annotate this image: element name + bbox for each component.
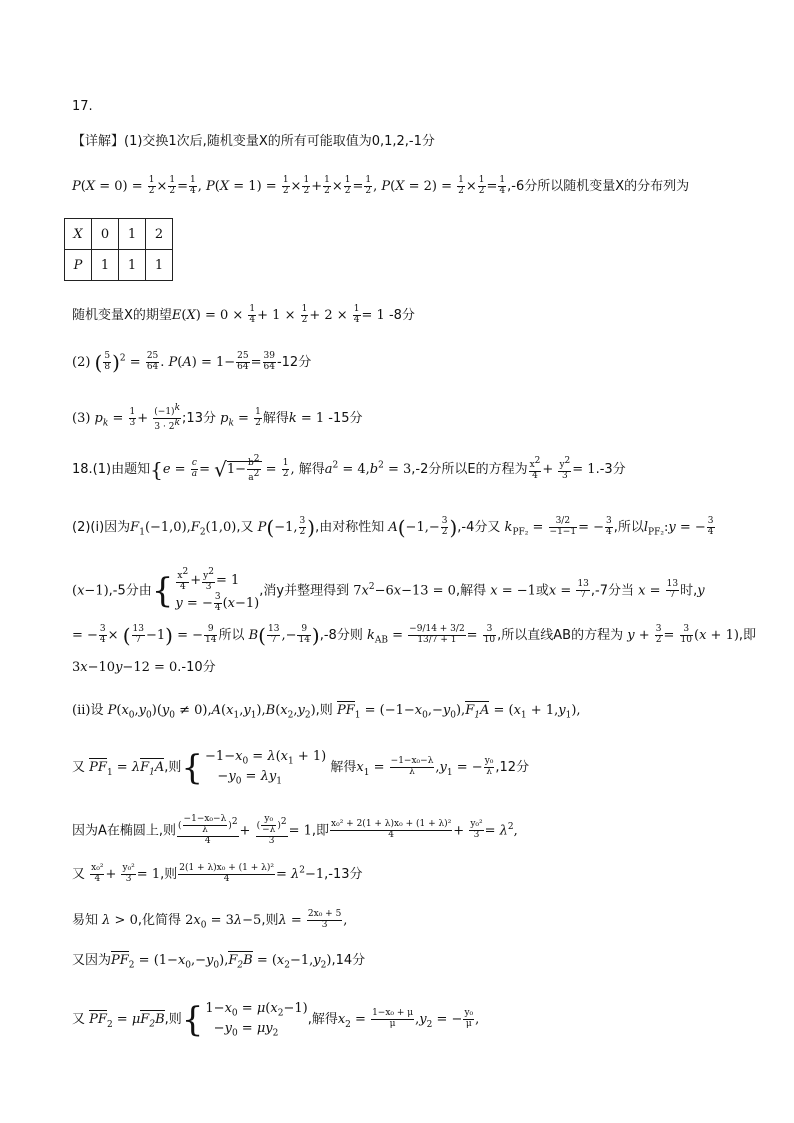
table-cell: 1 (119, 250, 146, 281)
solution-line-2: P(X = 0) = $\frac{1}{2}$ × $\frac{1}{2}$ = $\frac{1}{4}$ , P(X = 1) = $\frac{1}{2}$ × $\frac{1}{2}$ + $\frac{1}{2}$ × $\frac{1}{2}$ = $\frac{1}{2}$ , P(X = 2) = $\frac{1}{2}$ × $\frac{1}{2}$ = $\frac{1}{4}$ ,-6分所以随机变量X的分布列为 (72, 175, 690, 196)
table-cell: 1 (119, 219, 146, 250)
solution-line-14: 又 $\frac{\text{x₀²}}{4}$ + $\frac{\text{y₀²}}{3}$ = 1,则 $\frac{\text{2(1 + λ)x₀ + (1 + λ)²}}{4}$ = $\lambda^2-1,-13$分 (72, 863, 363, 884)
table-cell: 0 (92, 219, 119, 250)
solution-line-1: 【详解】(1)交换1次后,随机变量X的所有可能取值为0,1,2,-1分 (72, 134, 435, 149)
problem-17-heading: 17. (72, 99, 93, 114)
solution-line-12: 又 $PF_1 = \lambda F_1A$,则{ $-1-x_0 = \lambda(x_1 + 1)$ $-y_0 = \lambda y_1$ 解得$x_1$ = $\frac{\text{−1−x₀−λ}}{\lambda}$ $,y_1$ = − $\frac{\text{y₀}}{\lambda}$ ,12分 (72, 747, 530, 788)
solution-line-4: (2) ( $\frac{5}{8}$ )$^2$ = $\frac{25}{64}$ . P(A) = 1− $\frac{25}{64}$ = $\frac{39}{64}$ -12分 (72, 350, 312, 375)
solution-line-5: (3) $p_k$ = $\frac{1}{3}$ + $\frac{(-1)^k}{3 \cdot 2^k}$ ;13分 $p_k$ = $\frac{1}{2}$ 解得k = 1 -15分 (72, 403, 363, 432)
solution-line-7: (2)(i)因为$F_1(-1,0),F_2(1,0)$,又 P(−1, $\frac{3}{2}$ ),由对称性知 A(−1,− $\frac{3}{2}$ ),-4分又 $k_{PF_2}$ = $\frac{3/2}{-1-1}$ = − $\frac{3}{4}$ ,所以$l_{PF_2}:y$ = − $\frac{3}{4}$ (72, 515, 714, 540)
distribution-table (64, 218, 173, 281)
solution-line-15: 易知 λ > 0,化简得 $2x_0 = 3\lambda-5$,则λ = $\frac{\text{2x₀ + 5}}{3}$ , (72, 909, 348, 931)
solution-line-9: = − $\frac{3}{4}$ × ( $\frac{13}{7}$ −1) = − $\frac{9}{14}$ 所以 B( $\frac{13}{7}$ ,− $\frac{9}{14}$ ),-8分则 $k_{AB}$ = $\frac{-9/14 + 3/2}{13/7 + 1}$ = $\frac{3}{10}$ ,所以直线AB的方程为 y + $\frac{3}{2}$ = $\frac{3}{10}$ (x + 1),即 (72, 623, 757, 648)
table-cell: 1 (92, 250, 119, 281)
table-cell: P (65, 250, 92, 281)
table-cell: 1 (146, 250, 173, 281)
solution-line-13: 因为A在椭圆上,则 ( $\frac{\text{−1−x₀−λ}}{\lambda}$ )$^2$ 4 + ( $\frac{\text{y₀}}{-\lambda}$ )$^2$ 3 = 1,即 $\frac{\text{x₀² + 2(1 + λ)x₀ + (1 + λ)²}}{4}$ + $\frac{\text{y₀²}}{3}$ = $\lambda^2$, (72, 814, 518, 846)
solution-line-6: 18.(1)由题知{e = $\frac{c}{a}$ = √1− $\frac{b^2}{a^2}$ = $\frac{1}{2}$ , 解得$a^2 = 4,b^2 = 3,-2$分所以E的方程为 $\frac{x^2}{4}$ + $\frac{y^2}{3}$ = 1.-3分 (72, 454, 626, 483)
table-cell: X (65, 219, 92, 250)
solution-line-11: (ii)设 $P(x_0,y_0)(y_0 \ne 0),A(x_1,y_1),B(x_2,y_2)$,则 $PF_1 = (-1-x_0,-y_0),F_1A = (x_1 + 1,y_1)$, (72, 703, 581, 721)
solution-line-10: 3x−10y−12 = 0.-10分 (72, 660, 216, 675)
table-cell: 2 (146, 219, 173, 250)
solution-line-3: 随机变量X的期望E(X) = 0 × $\frac{1}{4}$ + 1 × $\frac{1}{2}$ + 2 × $\frac{1}{4}$ = 1 -8分 (72, 304, 415, 325)
solution-line-8: (x−1),-5分由{ $\frac{x^2}{4}$ + $\frac{y^2}{3}$ = 1 y = − $\frac{3}{4}$ (x−1),消y并整理得到 $7x^2-6x-13 = 0$,解得 x = −1或x = $\frac{13}{7}$ ,-7分当 x = $\frac{13}{7}$ 时,y (72, 567, 705, 613)
solution-line-16: 又因为$PF_2 = (1-x_0,-y_0),F_2B = (x_2-1,y_2),14$分 (72, 953, 366, 971)
solution-line-17: 又 $PF_2 = \mu F_2B$,则{ $1-x_0 = \mu(x_2-1)$ $-y_0 = \mu y_2$,解得$x_2$ = $\frac{\text{1−x₀ + μ}}{\mu}$ $,y_2$ = − $\frac{\text{y₀}}{\mu}$ , (72, 999, 480, 1040)
